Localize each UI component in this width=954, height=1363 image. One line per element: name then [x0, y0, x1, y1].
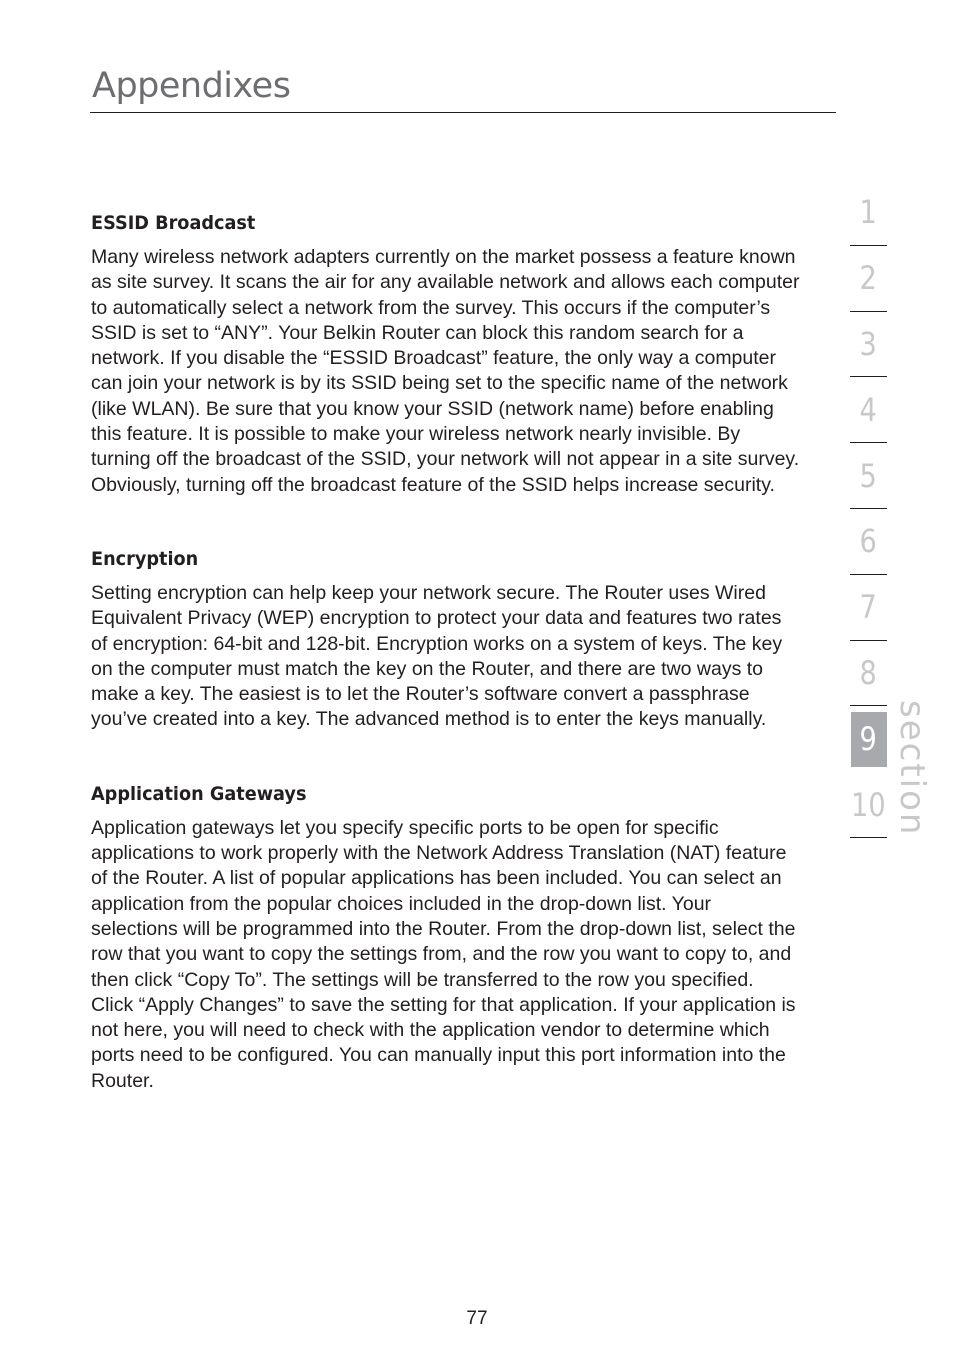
section-nav-item-1[interactable]: [850, 180, 887, 246]
page-number: 77: [466, 1308, 488, 1329]
section-nav-number: 9: [859, 720, 878, 759]
section-nav-item-3[interactable]: [850, 312, 887, 378]
section-nav-item-7[interactable]: [850, 575, 887, 641]
section-nav-number: 8: [859, 653, 878, 692]
section-nav-item-4[interactable]: [850, 377, 887, 443]
section-nav-item-6[interactable]: [850, 509, 887, 575]
section-nav-number: 6: [859, 522, 878, 561]
section-heading: Encryption: [91, 547, 199, 570]
main-content: [91, 210, 801, 1142]
section-encryption: [91, 546, 801, 733]
section-nav-number: 1: [859, 193, 878, 232]
section-body: Application gateways let you specify specific ports to be open for specific applications to work properly with the Network Address Translation (NAT) feature of the Router. A list of popular applications has been included. You can select an application from the popular choices included in the drop-down list. Your selections will be programmed into the Router. From the drop-down list, select the row that you want to copy the settings from, and the row you want to copy to, and then click “Copy To”. The settings will be transferred to the row you specified. Click “Apply Changes” to save the setting for that application. If your application is not here, you will need to check with the application vendor to determine which ports need to be configured. You can manually input this port information into the Router.: [91, 816, 796, 1092]
section-body: Setting encryption can help keep your network secure. The Router uses Wired Equivalent Privacy (WEP) encryption to protect your data and features two rates of encryption: 64-bit and 128-bit. Encryption works on a system of keys. The key on the computer must match the key on the Router, and there are two ways to make a key. The easiest is to let the Router’s software convert a passphrase you’ve created into a key. The advanced method is to enter the keys manually.: [91, 581, 783, 731]
section-nav-number: 2: [859, 259, 878, 298]
section-nav-item-10[interactable]: [850, 772, 887, 838]
page-title: Appendixes: [92, 66, 291, 106]
section-nav-number: 5: [859, 456, 878, 495]
section-nav: [850, 180, 887, 838]
section-nav-item-8[interactable]: [850, 641, 887, 707]
section-nav-item-9-active[interactable]: [850, 706, 887, 772]
section-vertical-label: [886, 700, 940, 837]
section-heading: Application Gateways: [91, 782, 307, 805]
section-nav-item-5[interactable]: [850, 443, 887, 509]
section-application-gateways: [91, 781, 801, 1094]
section-nav-number: 4: [859, 390, 878, 429]
section-nav-number: 3: [859, 324, 878, 363]
header-divider: [90, 112, 836, 113]
section-label-text: section: [892, 700, 932, 837]
section-nav-item-2[interactable]: [850, 246, 887, 312]
section-nav-number: 10: [851, 785, 886, 824]
section-heading: ESSID Broadcast: [91, 212, 256, 234]
section-essid-broadcast: [91, 210, 801, 498]
section-body: Many wireless network adapters currently on the market possess a feature known as site survey. It scans the air for any available network and allows each computer to automatically select a network from the survey. This occurs if the computer’s SSID is set to “ANY”. Your Belkin Router can block this random search for a network. If you disable the “ESSID Broadcast” feature, the only way a computer can join your network is by its SSID being set to the specific name of the network (like WLAN). Be sure that you know your SSID (network name) before enabling this feature. It is possible to make your wireless network nearly invisible. By turning off the broadcast of the SSID, your network will not appear in a site survey. Obviously, turning off the broadcast feature of the SSID helps increase security.: [91, 246, 800, 496]
section-nav-number: 7: [859, 588, 878, 627]
